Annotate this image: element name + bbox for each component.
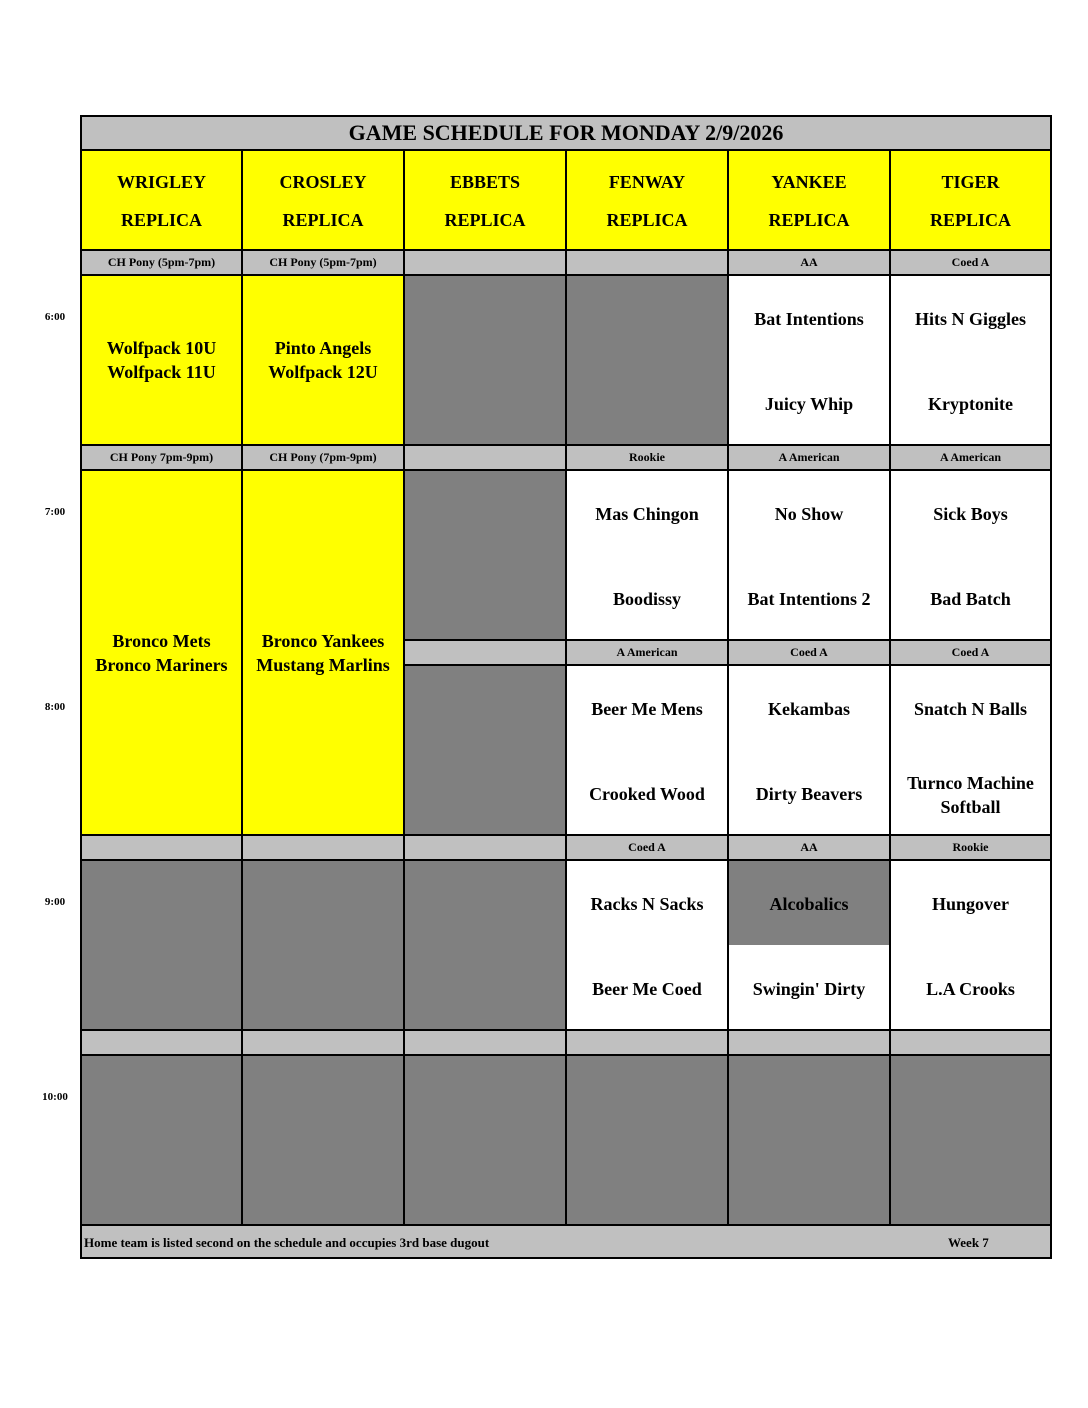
division-label: AA: [727, 249, 891, 276]
field-header-tiger: [889, 149, 1052, 251]
division-label-empty: [727, 1029, 891, 1056]
field-sub: REPLICA: [929, 210, 1011, 230]
division-label: [403, 249, 567, 276]
team-home: Wolfpack 12U: [268, 362, 378, 382]
team-away: Racks N Sacks: [590, 894, 704, 914]
field-name: EBBETS: [449, 172, 521, 192]
footer-note: Home team is listed second on the schedule and occupies 3rd base dugout: [84, 1235, 490, 1250]
field-sub: REPLICA: [444, 210, 526, 230]
field-name: WRIGLEY: [116, 172, 206, 192]
division-label: Rookie: [889, 834, 1052, 861]
time-label-9pm: 9:00: [44, 896, 66, 908]
team-home: Boodissy: [612, 589, 682, 609]
team-home: Bat Intentions 2: [747, 589, 871, 609]
team-away: Bronco Mets: [112, 630, 211, 651]
division-label: Coed A: [565, 834, 729, 861]
team-away: Wolfpack 10U: [106, 338, 217, 358]
game-cell-tiger-9pm: [889, 859, 1052, 1031]
team-away: Snatch N Balls: [913, 699, 1028, 719]
division-label: Coed A: [727, 639, 891, 666]
division-label-empty: [403, 639, 567, 666]
game-cell-yankee-7pm: [727, 469, 891, 641]
division-label: CH Pony (5pm-7pm): [241, 249, 405, 276]
empty-slot: [403, 1054, 567, 1226]
field-header-wrigley: [80, 149, 243, 251]
field-name: YANKEE: [771, 172, 847, 192]
empty-slot: [403, 469, 567, 641]
game-cell-crosley-6pm: [241, 274, 405, 446]
game-cell-fenway-7pm: [565, 469, 729, 641]
field-sub: REPLICA: [768, 210, 850, 230]
team-home: Crooked Wood: [589, 784, 705, 804]
game-cell-yankee-8pm: [727, 664, 891, 836]
division-label: CH Pony 7pm-9pm): [80, 444, 243, 471]
team-away: Kekambas: [767, 699, 850, 719]
team-away: No Show: [774, 504, 844, 524]
team-home: Beer Me Coed: [592, 979, 702, 999]
team-away: Alcobalics: [769, 894, 849, 914]
game-cell-yankee-6pm: [727, 274, 891, 446]
division-label-empty: [241, 834, 405, 861]
team-away: Bat Intentions: [754, 309, 864, 329]
empty-slot: [565, 274, 729, 446]
team-away: Sick Boys: [933, 504, 1008, 524]
empty-slot: [727, 1054, 891, 1226]
empty-slot: [80, 859, 243, 1031]
division-label-empty: [80, 1029, 243, 1056]
team-home-line: Turnco Machine: [907, 773, 1034, 793]
field-sub: REPLICA: [606, 210, 688, 230]
division-label: AA: [727, 834, 891, 861]
division-label: Coed A: [889, 249, 1052, 276]
team-away: Hits N Giggles: [915, 309, 1026, 329]
team-away: Beer Me Mens: [591, 699, 703, 719]
field-header-crosley: [241, 149, 405, 251]
team-home: Bronco Mariners: [95, 654, 228, 675]
team-home: Kryptonite: [928, 394, 1013, 414]
field-header-yankee: [727, 149, 891, 251]
team-away: Bronco Yankees: [261, 630, 385, 651]
game-cell-wrigley-6pm: [80, 274, 243, 446]
field-name: CROSLEY: [279, 172, 367, 192]
team-away: Hungover: [931, 894, 1009, 914]
week-label: Week 7: [948, 1235, 989, 1250]
division-label: [403, 444, 567, 471]
division-label: Rookie: [565, 444, 729, 471]
empty-slot: [889, 1054, 1052, 1226]
team-home: Wolfpack 11U: [107, 362, 216, 382]
division-label-empty: [565, 1029, 729, 1056]
field-header-ebbets: [403, 149, 567, 251]
division-label: CH Pony (5pm-7pm): [80, 249, 243, 276]
division-label-empty: [241, 1029, 405, 1056]
field-sub: REPLICA: [120, 210, 202, 230]
empty-slot: [403, 274, 567, 446]
team-away: Mas Chingon: [595, 504, 699, 524]
team-home: L.A Crooks: [926, 979, 1015, 999]
game-cell-fenway-8pm: [565, 664, 729, 836]
team-home: Mustang Marlins: [256, 654, 390, 675]
field-sub: REPLICA: [282, 210, 364, 230]
footer-bar: [80, 1224, 1052, 1259]
field-header-fenway: [565, 149, 729, 251]
time-label-8pm: 8:00: [44, 701, 66, 713]
team-home-line: Softball: [940, 797, 1001, 817]
game-cell-crosley-7pm: [241, 469, 405, 836]
empty-slot: [241, 859, 405, 1031]
division-label: A American: [727, 444, 891, 471]
division-label-empty: [403, 1029, 567, 1056]
game-cell-wrigley-7pm: [80, 469, 243, 836]
time-label-6pm: 6:00: [44, 311, 66, 323]
division-label-empty: [80, 834, 243, 861]
division-label-empty: [889, 1029, 1052, 1056]
game-cell-tiger-6pm: [889, 274, 1052, 446]
empty-slot: [403, 859, 567, 1031]
team-home: Dirty Beavers: [755, 784, 863, 804]
division-label: A American: [889, 444, 1052, 471]
game-cell-yankee-9pm: [727, 859, 891, 1031]
game-cell-tiger-8pm: [889, 664, 1052, 836]
division-label-empty: [403, 834, 567, 861]
page-title: GAME SCHEDULE FOR MONDAY 2/9/2026: [80, 115, 1052, 151]
game-cell-fenway-9pm: [565, 859, 729, 1031]
field-name: TIGER: [941, 172, 1000, 192]
time-label-7pm: 7:00: [44, 506, 66, 518]
field-name: FENWAY: [608, 172, 686, 192]
team-home: Bad Batch: [930, 589, 1011, 609]
team-home: Juicy Whip: [764, 394, 854, 414]
empty-slot: [403, 664, 567, 836]
team-away: Pinto Angels: [274, 338, 372, 358]
division-label: [565, 249, 729, 276]
team-home: [891, 771, 1050, 819]
team-home: Swingin' Dirty: [752, 979, 866, 999]
empty-slot: [241, 1054, 405, 1226]
schedule-grid: [80, 115, 1052, 1259]
time-label-10pm: 10:00: [42, 1091, 68, 1103]
division-label: CH Pony (7pm-9pm): [241, 444, 405, 471]
empty-slot: [80, 1054, 243, 1226]
empty-slot: [565, 1054, 729, 1226]
division-label: A American: [565, 639, 729, 666]
game-cell-tiger-7pm: [889, 469, 1052, 641]
division-label: Coed A: [889, 639, 1052, 666]
